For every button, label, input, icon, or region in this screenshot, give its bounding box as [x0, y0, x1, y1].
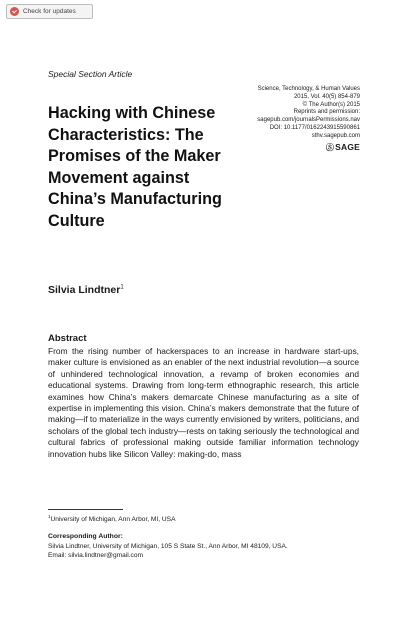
journal-volume: 2015, Vol. 40(5) 854-879	[293, 93, 360, 100]
sage-logo-icon: Ⓢ	[325, 142, 335, 152]
check-circle-icon	[10, 7, 19, 16]
sage-logo-text: SAGE	[335, 141, 360, 152]
affiliation-footnote	[48, 514, 175, 523]
journal-info	[257, 86, 360, 153]
section-label: Special Section Article	[48, 69, 133, 79]
author-name: Silvia Lindtner	[48, 284, 121, 296]
journal-doi[interactable]: DOI: 10.1177/0162243915590861	[269, 124, 360, 131]
footnote-divider	[48, 509, 123, 510]
corresponding-author-address: Silvia Lindtner, University of Michigan, 105 S State St., Ann Arbor, MI 48109, USA.	[48, 543, 288, 550]
journal-copyright: © The Author(s) 2015	[302, 101, 360, 108]
abstract-text: From the rising number of hackerspaces to an increase in hardware start-ups, maker culture is envisioned as an enabler of the next industrial revolution—a source of unhindered technological innovation, a revamp of broken economies and educational systems. Drawing from long-term ethnographic research, this article examines how China’s makers demarcate Chinese manufacturing as a site of expertise in implementing this vision. China’s makers demonstrate that the future of making—if to materialize in the ways currently envisioned by writers, politicians, and scholars of the global tech industry—rests on taking seriously the technological and cultural fabrics of professional making outside familiar information technology innovation hubs like Silicon Valley: making-do, mass	[48, 346, 359, 459]
corresponding-author-email[interactable]: Email: silvia.lindtner@gmail.com	[48, 552, 144, 560]
check-for-updates-button[interactable]	[6, 4, 93, 19]
check-for-updates-label: Check for updates	[23, 8, 76, 15]
abstract-heading: Abstract	[48, 333, 87, 344]
author-line	[48, 284, 124, 296]
journal-reprints: Reprints and permission:	[293, 109, 360, 116]
footnote-text: University of Michigan, Ann Arbor, MI, USA	[50, 516, 176, 524]
journal-site-link[interactable]: sthv.sagepub.com	[311, 132, 360, 139]
author-affiliation-mark: 1	[120, 284, 124, 291]
sage-logo	[257, 142, 360, 153]
journal-permissions-link[interactable]: sagepub.com/journalsPermissions.nav	[257, 117, 360, 124]
article-title: Hacking with Chinese Characteristics: The Promises of the Maker Movement against China’s Manufacturing Culture	[48, 104, 222, 230]
corresponding-author-heading: Corresponding Author:	[48, 533, 123, 540]
corresponding-author-details	[48, 542, 288, 560]
journal-name: Science, Technology, & Human Values	[257, 86, 360, 92]
footnote-mark: 1	[48, 514, 51, 519]
